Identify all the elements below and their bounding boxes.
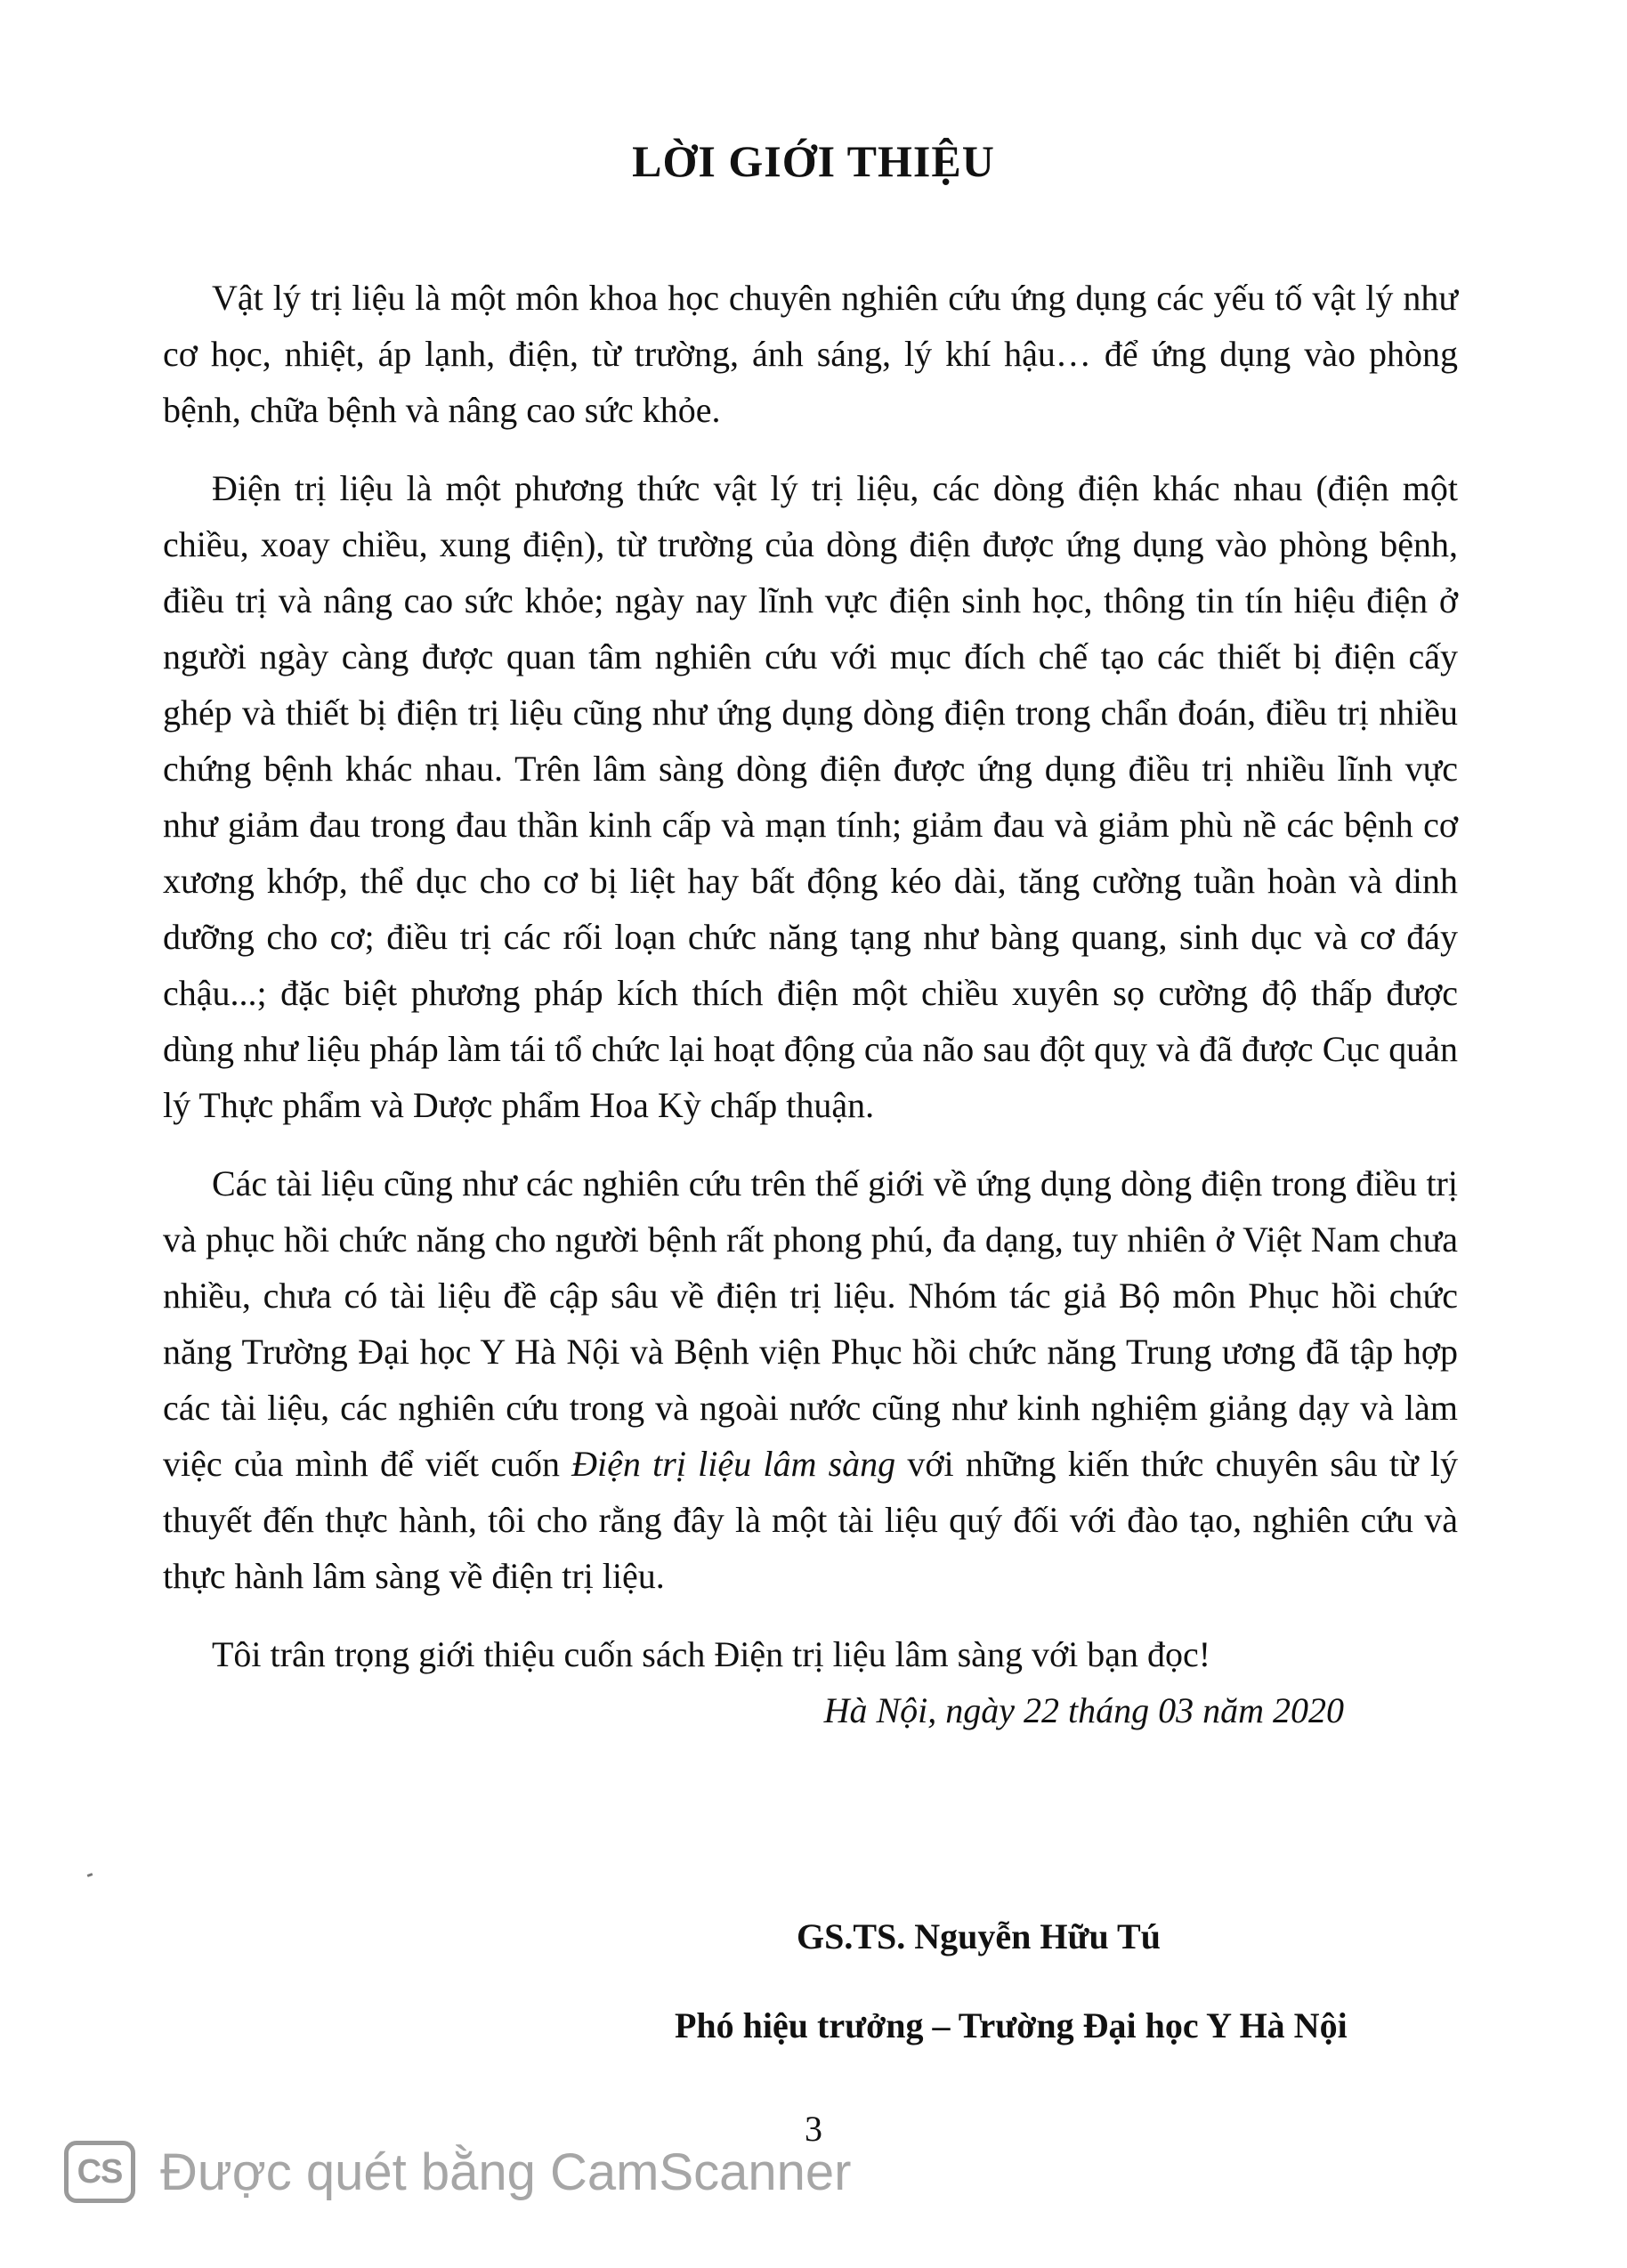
camscanner-watermark <box>64 2136 852 2207</box>
paragraph-3-text-after: với những kiến thức chuyên sâu từ lý thuyết đến thực hành, tôi cho rằng đây là một tài liệu quý đối với đào tạo, nghiên cứu và thực hành lâm sàng về điện trị liệu. <box>163 1444 1459 1596</box>
watermark-text: Được quét bằng CamScanner <box>160 2142 852 2201</box>
page-title: LỜI GIỚI THIỆU <box>632 136 995 186</box>
closing-line: Tôi trân trọng giới thiệu cuốn sách Điện trị liệu lâm sàng với bạn đọc! <box>212 1634 1211 1674</box>
signature-name: GS.TS. Nguyễn Hữu Tú <box>797 1916 1161 1956</box>
paragraph-3-text-before: Các tài liệu cũng như các nghiên cứu trên thế giới về ứng dụng dòng điện trong điều trị và phục hồi chức năng cho người bệnh rất phong phú, đa dạng, tuy nhiên ở Việt Nam chưa nhiều, chưa có tài liệu đề cập sâu về điện trị liệu. Nhóm tác giả Bộ môn Phục hồi chức năng Trường Đại học Y Hà Nội và Bệnh viện Phục hồi chức năng Trung ương đã tập hợp các tài liệu, các nghiên cứu trong và ngoài nước cũng như kinh nghiệm giảng dạy và làm việc của mình để viết cuốn <box>163 1163 1458 1484</box>
camscanner-logo-icon: CS <box>64 2141 135 2203</box>
paragraph-2: Điện trị liệu là một phương thức vật lý trị liệu, các dòng điện khác nhau (điện một chiều, xoay chiều, xung điện), từ trường của dòng điện được ứng dụng vào phòng bệnh, điều trị và nâng cao sức khỏe; ngày nay lĩnh vực điện sinh học, thông tin tín hiệu điện ở người ngày càng được quan tâm nghiên cứu với mục đích chế tạo các thiết bị điện cấy ghép và thiết bị điện trị liệu cũng như ứng dụng dòng điện trong chẩn đoán, điều trị nhiều chứng bệnh khác nhau. Trên lâm sàng dòng điện được ứng dụng điều trị nhiều lĩnh vực như giảm đau trong đau thần kinh cấp và mạn tính; giảm đau và giảm phù nề các bệnh cơ xương khớp, thể dục cho cơ bị liệt hay bất động kéo dài, tăng cường tuần hoàn và dinh dưỡng cho cơ; điều trị các rối loạn chức năng tạng như bàng quang, sinh dục và cơ đáy chậu...; đặc biệt phương pháp kích thích điện một chiều xuyên sọ cường độ thấp được dùng như liệu pháp làm tái tổ chức lại hoạt động của não sau đột quỵ và đã được Cục quản lý Thực phẩm và Dược phẩm Hoa Kỳ chấp thuận. <box>163 468 1458 1125</box>
book-title-italic: Điện trị liệu lâm sàng <box>571 1444 896 1484</box>
paragraph-3 <box>163 1155 1458 1604</box>
page-number: 3 <box>805 2109 822 2149</box>
body-text <box>163 270 1458 1738</box>
paragraph-1: Vật lý trị liệu là một môn khoa học chuyên nghiên cứu ứng dụng các yếu tố vật lý như cơ học, nhiệt, áp lạnh, điện, từ trường, ánh sáng, lý khí hậu… để ứng dụng vào phòng bệnh, chữa bệnh và nâng cao sức khỏe. <box>163 278 1458 430</box>
date-line: Hà Nội, ngày 22 tháng 03 năm 2020 <box>823 1690 1344 1730</box>
signature-role: Phó hiệu trưởng – Trường Đại học Y Hà Nội <box>675 2005 1348 2045</box>
scan-speck <box>87 1873 93 1877</box>
